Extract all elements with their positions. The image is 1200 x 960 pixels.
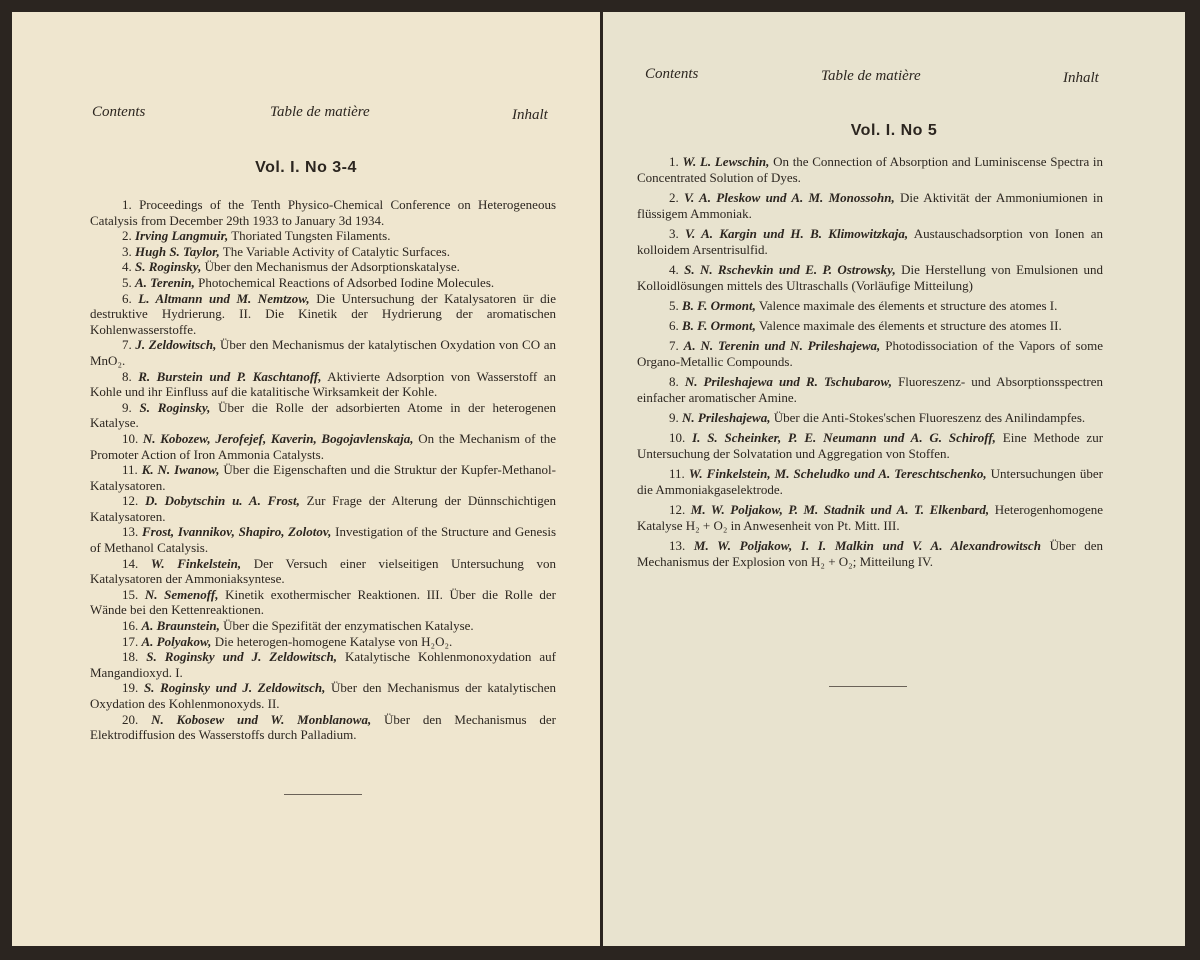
entry-title: Über die Eigenschaften und die Struktur der Kupfer-Methanol-Katalysatoren.	[90, 462, 556, 493]
end-rule	[829, 686, 907, 687]
entry-number: 9.	[122, 399, 132, 415]
contents-entry	[637, 154, 1103, 186]
entry-number: 7.	[669, 338, 679, 353]
entry-number: 17.	[122, 633, 139, 649]
entry-number: 4.	[669, 262, 679, 277]
end-rule	[284, 794, 362, 795]
entry-title: Über den Mechanismus der katalytischen Oxydation des Kohlenmonoxyds. II.	[90, 680, 556, 711]
entry-authors: Hugh S. Taylor,	[135, 243, 220, 259]
entry-title: Untersuchungen über die Ammoniakgaselektrode.	[637, 466, 1103, 497]
entry-number: 8.	[122, 368, 132, 384]
contents-entry	[90, 618, 556, 634]
contents-entry	[637, 466, 1103, 498]
entry-title: Fluoreszenz- und Absorptionsspectren einfacher aromatischer Amine.	[637, 374, 1104, 405]
contents-entry	[637, 430, 1103, 462]
entry-number: 5.	[122, 274, 132, 290]
entry-authors: M. W. Poljakow, I. I. Malkin und V. A. Alexandrowitsch	[693, 538, 1041, 553]
entry-authors: K. N. Iwanow,	[141, 462, 220, 478]
contents-entry	[637, 374, 1103, 406]
contents-entry	[90, 649, 556, 680]
contents-entry	[90, 400, 556, 431]
entry-number: 10.	[122, 430, 139, 446]
entry-authors: S. N. Rschevkin und E. P. Ostrowsky,	[684, 262, 896, 277]
entry-authors: A. Braunstein,	[141, 618, 220, 634]
entry-title: Photodissociation of the Vapors of some Organo-Metallic Compounds.	[637, 338, 1104, 369]
entry-number: 13.	[122, 524, 139, 540]
header-contents: Contents	[645, 66, 699, 82]
entry-number: 9.	[669, 410, 679, 425]
entry-authors: N. Kobosew und W. Monblanowa,	[151, 711, 372, 727]
volume-title: Vol. I. No 5	[850, 122, 938, 139]
entry-number: 20.	[122, 711, 139, 727]
entry-title: Über den Mechanismus der katalytischen Oxydation von CO an MnO₂.	[90, 337, 557, 368]
contents-entry	[90, 524, 556, 555]
entry-authors: S. Roginsky und J. Zeldowitsch,	[143, 680, 326, 696]
entry-title: Valence maximale des élements et structure des atomes I.	[758, 298, 1058, 313]
contents-entry	[637, 410, 1103, 426]
entry-number: 8.	[669, 374, 679, 389]
contents-list	[90, 197, 556, 743]
entry-title: Photochemical Reactions of Adsorbed Iodine Molecules.	[198, 274, 495, 290]
entry-number: 10.	[669, 430, 686, 445]
entry-title: Austauschadsorption von Ionen an kolloidem Arsentrisulfid.	[637, 226, 1103, 257]
contents-entry	[90, 259, 556, 275]
contents-entry	[90, 634, 556, 650]
entry-title: Proceedings of the Tenth Physico-Chemical Conference on Heterogeneous Catalysis from December 29th 1933 to January 3d 1934.	[90, 197, 556, 228]
entry-authors: Frost, Ivannikov, Shapiro, Zolotov,	[142, 524, 332, 540]
contents-entry	[90, 291, 556, 338]
entry-authors: V. A. Kargin und H. B. Klimowitzkaja,	[685, 226, 909, 241]
entry-authors: J. Zeldowitsch,	[135, 337, 217, 353]
entry-number: 11.	[669, 466, 685, 481]
entry-authors: Irving Langmuir,	[135, 228, 229, 244]
entry-title: Über den Mechanismus der Explosion von H₂ + O₂; Mitteilung IV.	[637, 538, 1103, 569]
entry-number: 12.	[669, 502, 686, 517]
entry-authors: I. S. Scheinker, P. E. Neumann und A. G. Schiroff,	[692, 430, 996, 445]
entry-authors: S. Roginsky und J. Zeldowitsch,	[146, 649, 337, 665]
entry-title: Thoriated Tungsten Filaments.	[231, 228, 391, 244]
entry-number: 14.	[122, 555, 139, 571]
entry-title: Zur Frage der Alterung der Dünnschichtigen Katalysatoren.	[90, 493, 557, 524]
entry-authors: S. Roginsky,	[139, 399, 211, 415]
entry-title: Aktivierte Adsorption von Wasserstoff an Kohle und ihr Einfluss auf die katalitische Wirksamkeit der Kohle.	[90, 368, 557, 400]
entry-number: 15.	[122, 586, 139, 602]
entry-authors: W. L. Lewschin,	[682, 154, 770, 169]
entry-title: Der Versuch einer vielseitigen Untersuchung von Katalysatoren der Ammoniaksyntese.	[90, 555, 556, 587]
entry-title: Über den Mechanismus der Elektrodiffusion des Wasserstoffs durch Palladium.	[90, 711, 557, 743]
entry-authors: B. F. Ormont,	[682, 298, 756, 313]
entry-authors: A. N. Terenin und N. Prileshajewa,	[683, 338, 881, 353]
entry-number: 6.	[669, 318, 679, 333]
contents-entry	[90, 556, 556, 587]
entry-title: Die Untersuchung der Katalysatoren ür die destruktive Hydrierung. II. Die Kinetik der Hydrierung der aromatischen Kohlenwasserstoffe.	[90, 290, 557, 337]
entry-number: 19.	[122, 680, 139, 696]
entry-number: 2.	[122, 228, 132, 244]
entry-title: Investigation of the Structure and Genesis of Methanol Catalysis.	[90, 524, 557, 556]
contents-entry	[637, 262, 1103, 294]
entry-authors: M. W. Poljakow, P. M. Stadnik und A. T. Elkenbard,	[690, 502, 990, 517]
entry-number: 1.	[122, 197, 132, 212]
entry-title: On the Connection of Absorption and Luminiscense Spectra in Concentrated Solution of Dyes.	[637, 154, 1104, 185]
contents-entry	[90, 369, 556, 400]
entry-number: 7.	[122, 337, 132, 353]
contents-entry	[90, 462, 556, 493]
header-table-de-matiere: Table de matière	[270, 104, 370, 120]
entry-title: Die Aktivität der Ammoniumionen in flüssigem Ammoniak.	[637, 190, 1104, 221]
entry-number: 12.	[122, 493, 139, 509]
contents-entry	[90, 493, 556, 524]
entry-title: Über die Rolle der adsorbierten Atome in der heterogenen Katalyse.	[90, 399, 557, 431]
contents-entry	[637, 538, 1103, 570]
entry-title: Heterogenhomogene Katalyse H₂ + O₂ in Anwesenheit von Pt. Mitt. III.	[637, 502, 1104, 533]
header-contents: Contents	[92, 104, 146, 120]
entry-number: 13.	[669, 538, 686, 553]
entry-authors: A. Polyakow,	[141, 633, 212, 649]
contents-entry	[90, 275, 556, 291]
entry-number: 11.	[122, 462, 138, 478]
entry-title: On the Mechanism of the Promoter Action of Iron Ammonia Catalysts.	[90, 430, 556, 462]
entry-number: 6.	[122, 290, 132, 306]
entry-number: 1.	[669, 154, 679, 169]
entry-authors: D. Dobytschin u. A. Frost,	[145, 493, 300, 509]
entry-title: Die heterogen-homogene Katalyse von H₂O₂.	[214, 633, 453, 649]
contents-entry	[90, 680, 556, 711]
contents-entry	[90, 337, 556, 368]
entry-number: 18.	[122, 649, 139, 665]
entry-number: 2.	[669, 190, 679, 205]
contents-entry	[637, 226, 1103, 258]
entry-number: 4.	[122, 259, 132, 275]
entry-authors: A. Terenin,	[135, 274, 195, 290]
entry-authors: N. Prileshajewa und R. Tschubarow,	[684, 374, 892, 389]
entry-number: 16.	[122, 618, 139, 634]
entry-number: 5.	[669, 298, 679, 313]
header-inhalt: Inhalt	[1063, 70, 1099, 86]
entry-title: The Variable Activity of Catalytic Surfaces.	[222, 243, 450, 259]
entry-authors: W. Finkelstein,	[150, 555, 242, 571]
entry-authors: R. Burstein und P. Kaschtanoff,	[138, 368, 322, 384]
contents-entry	[90, 244, 556, 260]
contents-entry	[90, 228, 556, 244]
entry-title: Katalytische Kohlenmonoxydation auf Mangandioxyd. I.	[90, 649, 557, 680]
header-inhalt: Inhalt	[512, 107, 548, 123]
entry-authors: V. A. Pleskow und A. M. Monossohn,	[684, 190, 895, 205]
entry-authors: W. Finkelstein, M. Scheludko und A. Tereschtschenko,	[688, 466, 987, 481]
entry-authors: N. Kobozew, Jerofejef, Kaverin, Bogojavlenskaja,	[142, 430, 414, 446]
entry-title: Die Herstellung von Emulsionen und Kolloidlösungen mittels des Ultraschalls (Vorläufige Mitteilung)	[637, 262, 1104, 293]
contents-list	[637, 154, 1103, 574]
entry-authors: N. Prileshajewa,	[682, 410, 771, 425]
entry-authors: N. Semenoff,	[144, 586, 219, 602]
entry-title: Eine Methode zur Untersuchung der Solvatation und Aggregation von Stoffen.	[637, 430, 1104, 461]
contents-entry	[90, 197, 556, 228]
contents-entry	[90, 712, 556, 743]
entry-number: 3.	[669, 226, 679, 241]
entry-title: Über den Mechanismus der Adsorptionskatalyse.	[204, 259, 460, 275]
contents-entry	[637, 190, 1103, 222]
entry-title: Kinetik exothermischer Reaktionen. III. Über die Rolle der Wände bei den Kettenreaktionen.	[90, 586, 556, 618]
entry-authors: B. F. Ormont,	[682, 318, 756, 333]
volume-title: Vol. I. No 3-4	[255, 159, 357, 176]
entry-number: 3.	[122, 243, 132, 259]
entry-title: Über die Anti-Stokes'schen Fluoreszenz des Anilindampfes.	[773, 410, 1086, 425]
header-table-de-matiere: Table de matière	[821, 68, 921, 84]
left-page	[12, 12, 600, 946]
contents-entry	[637, 318, 1103, 334]
entry-title: Valence maximale des élements et structure des atomes II.	[758, 318, 1062, 333]
contents-entry	[637, 502, 1103, 534]
entry-title: Über die Spezifität der enzymatischen Katalyse.	[223, 618, 474, 634]
right-page	[603, 12, 1185, 946]
entry-authors: L. Altmann und M. Nemtzow,	[138, 290, 310, 306]
contents-entry	[90, 431, 556, 462]
contents-entry	[90, 587, 556, 618]
contents-entry	[637, 338, 1103, 370]
entry-authors: S. Roginsky,	[135, 259, 202, 275]
contents-entry	[637, 298, 1103, 314]
